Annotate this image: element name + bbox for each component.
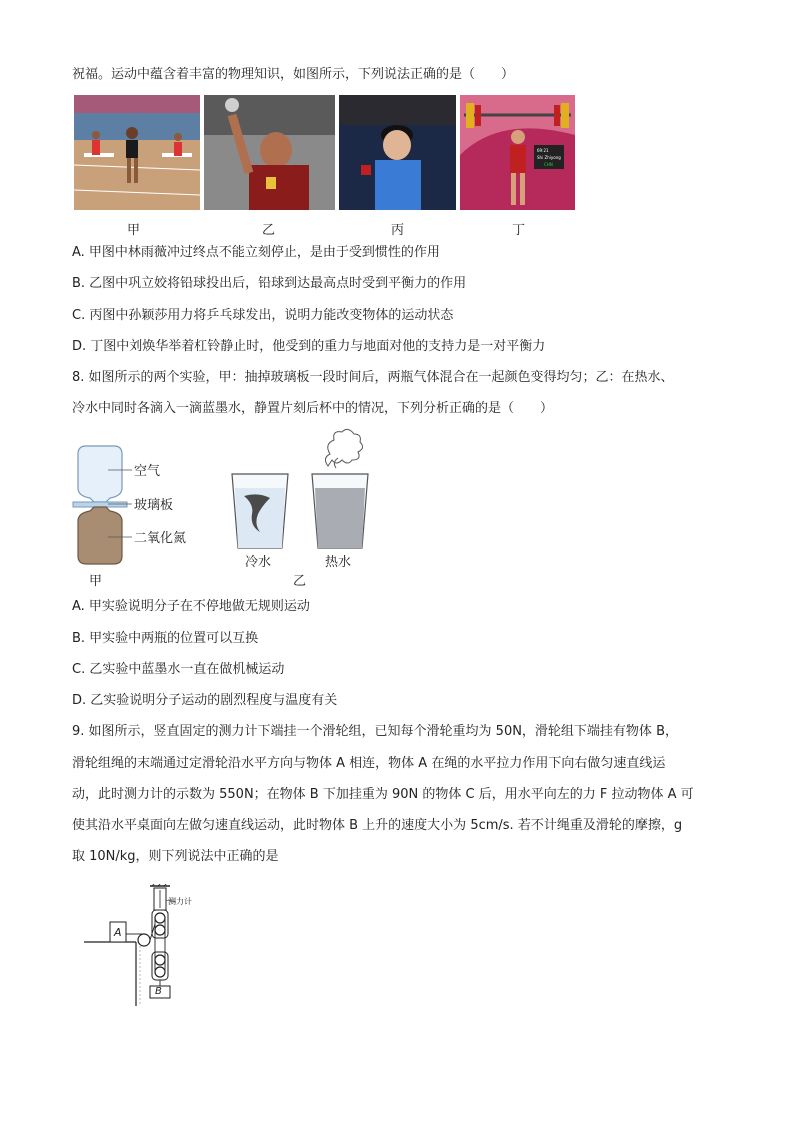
- label-jia: 甲: [89, 574, 103, 589]
- caption-jia: 甲: [127, 223, 141, 238]
- q8-option-a: A. 甲实验说明分子在不停地做无规则运动: [72, 599, 310, 614]
- pulley-system-diagram: [80, 884, 220, 1010]
- scoreboard-number: 69:21: [537, 148, 549, 153]
- label-glass-plate: 玻璃板: [134, 498, 174, 513]
- photo-bing-tabletennis: [339, 95, 456, 210]
- q8-option-d: D. 乙实验说明分子运动的剧烈程度与温度有关: [72, 693, 338, 708]
- caption-bing: 丙: [391, 223, 405, 238]
- q9-line5: 取 10N/kg，则下列说法中正确的是: [72, 849, 279, 864]
- label-no2: 二氧化氮: [134, 531, 187, 546]
- q7-intro: 祝福。运动中蕴含着丰富的物理知识，如图所示，下列说法正确的是（ ）: [72, 67, 515, 82]
- q7-option-c: C. 丙图中孙颖莎用力将乒乓球发出，说明力能改变物体的运动状态: [72, 308, 454, 323]
- leader-lines: [108, 460, 138, 540]
- label-yi: 乙: [293, 574, 307, 589]
- q9-line4: 使其沿水平桌面向左做匀速直线运动，此时物体 B 上升的速度大小为 5cm/s. 若不计绳重及滑轮的摩擦，g: [72, 818, 683, 833]
- label-block-a: A: [114, 926, 122, 939]
- q7-option-d: D. 丁图中刘焕华举着杠铃静止时，他受到的重力与地面对他的支持力是一对平衡力: [72, 339, 546, 354]
- scoreboard-country: CHN: [544, 162, 553, 167]
- photo-jia-hurdles: [74, 95, 200, 210]
- q8-option-c: C. 乙实验中蓝墨水一直在做机械运动: [72, 662, 285, 677]
- q9-line1: 9. 如图所示，竖直固定的测力计下端挂一个滑轮组，已知每个滑轮重均为 50N，滑轮组下端挂有物体 B，: [72, 724, 678, 739]
- label-hot-water: 热水: [325, 555, 352, 570]
- ink-beakers-diagram: [228, 426, 374, 556]
- label-spring-scale: 测力计: [168, 897, 192, 906]
- photo-yi-shotput: [204, 95, 335, 210]
- q7-option-b: B. 乙图中巩立姣将铅球投出后，铅球到达最高点时受到平衡力的作用: [72, 276, 467, 291]
- q9-line3: 动，此时测力计的示数为 550N；在物体 B 下加挂重为 90N 的物体 C 后，用水平向左的力 F 拉动物体 A 可: [72, 787, 694, 802]
- q8-stem-line2: 冷水中同时各滴入一滴蓝墨水，静置片刻后杯中的情况，下列分析正确的是（ ）: [72, 401, 554, 416]
- q9-line2: 滑轮组绳的末端通过定滑轮沿水平方向与物体 A 相连，物体 A 在绳的水平拉力作用下向右做匀速直线运: [72, 756, 666, 771]
- caption-yi: 乙: [262, 223, 276, 238]
- scoreboard-name: Shi Zhiyong: [537, 155, 561, 160]
- label-cold-water: 冷水: [245, 555, 272, 570]
- label-block-b: B: [155, 986, 162, 997]
- label-air: 空气: [134, 464, 161, 479]
- caption-ding: 丁: [512, 223, 526, 238]
- photo-ding-weightlifting: [460, 95, 575, 210]
- q8-stem-line1: 8. 如图所示的两个实验，甲：抽掉玻璃板一段时间后，两瓶气体混合在一起颜色变得均匀；乙：在热水、: [72, 370, 674, 385]
- q7-option-a: A. 甲图中林雨薇冲过终点不能立刻停止，是由于受到惯性的作用: [72, 245, 440, 260]
- q8-option-b: B. 甲实验中两瓶的位置可以互换: [72, 631, 259, 646]
